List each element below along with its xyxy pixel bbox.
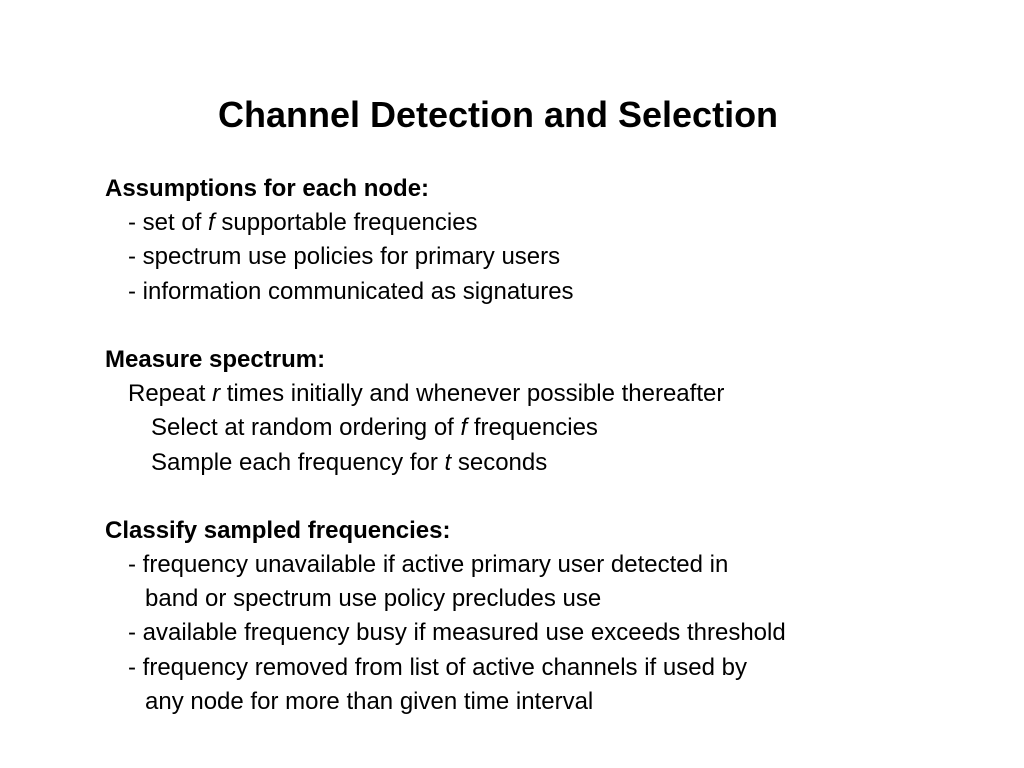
text-segment: supportable frequencies [214, 209, 478, 237]
measure-item-sample [105, 446, 1005, 480]
slide-title: Channel Detection and Selection [217, 94, 779, 135]
classify-item-busy: - available frequency busy if measured use exceeds threshold [128, 619, 786, 647]
assumptions-item-frequencies [105, 206, 1005, 240]
classify-heading: Classify sampled frequencies: [105, 516, 451, 544]
text-segment: - set of [128, 209, 209, 237]
text-segment: times initially and whenever possible thereafter [220, 380, 725, 408]
spacer [105, 309, 1005, 343]
text-segment: Select at random ordering of [151, 414, 461, 442]
assumptions-item-signatures: - information communicated as signatures [128, 277, 574, 305]
text-segment: Sample each frequency for [151, 448, 445, 476]
assumptions-heading: Assumptions for each node: [105, 175, 430, 202]
classify-item-unavailable: - frequency unavailable if active primary user detected in [128, 551, 729, 579]
variable-f: f [460, 414, 468, 442]
slide-body [105, 172, 1005, 719]
text-segment: Repeat [128, 380, 213, 408]
measure-heading: Measure spectrum: [105, 345, 326, 373]
measure-item-repeat [105, 377, 1005, 411]
text-segment: seconds [451, 448, 548, 476]
assumptions-item-policies: - spectrum use policies for primary users [128, 243, 561, 271]
variable-r: r [212, 380, 221, 408]
variable-t: t [444, 448, 452, 476]
spacer [105, 480, 1005, 514]
classify-item-unavailable-cont: band or spectrum use policy precludes use [145, 585, 602, 613]
classify-item-removed-cont: any node for more than given time interval [145, 687, 594, 715]
classify-item-removed: - frequency removed from list of active channels if used by [128, 653, 747, 681]
text-segment: frequencies [467, 414, 598, 442]
measure-item-select [105, 411, 1005, 445]
variable-f: f [208, 209, 215, 237]
